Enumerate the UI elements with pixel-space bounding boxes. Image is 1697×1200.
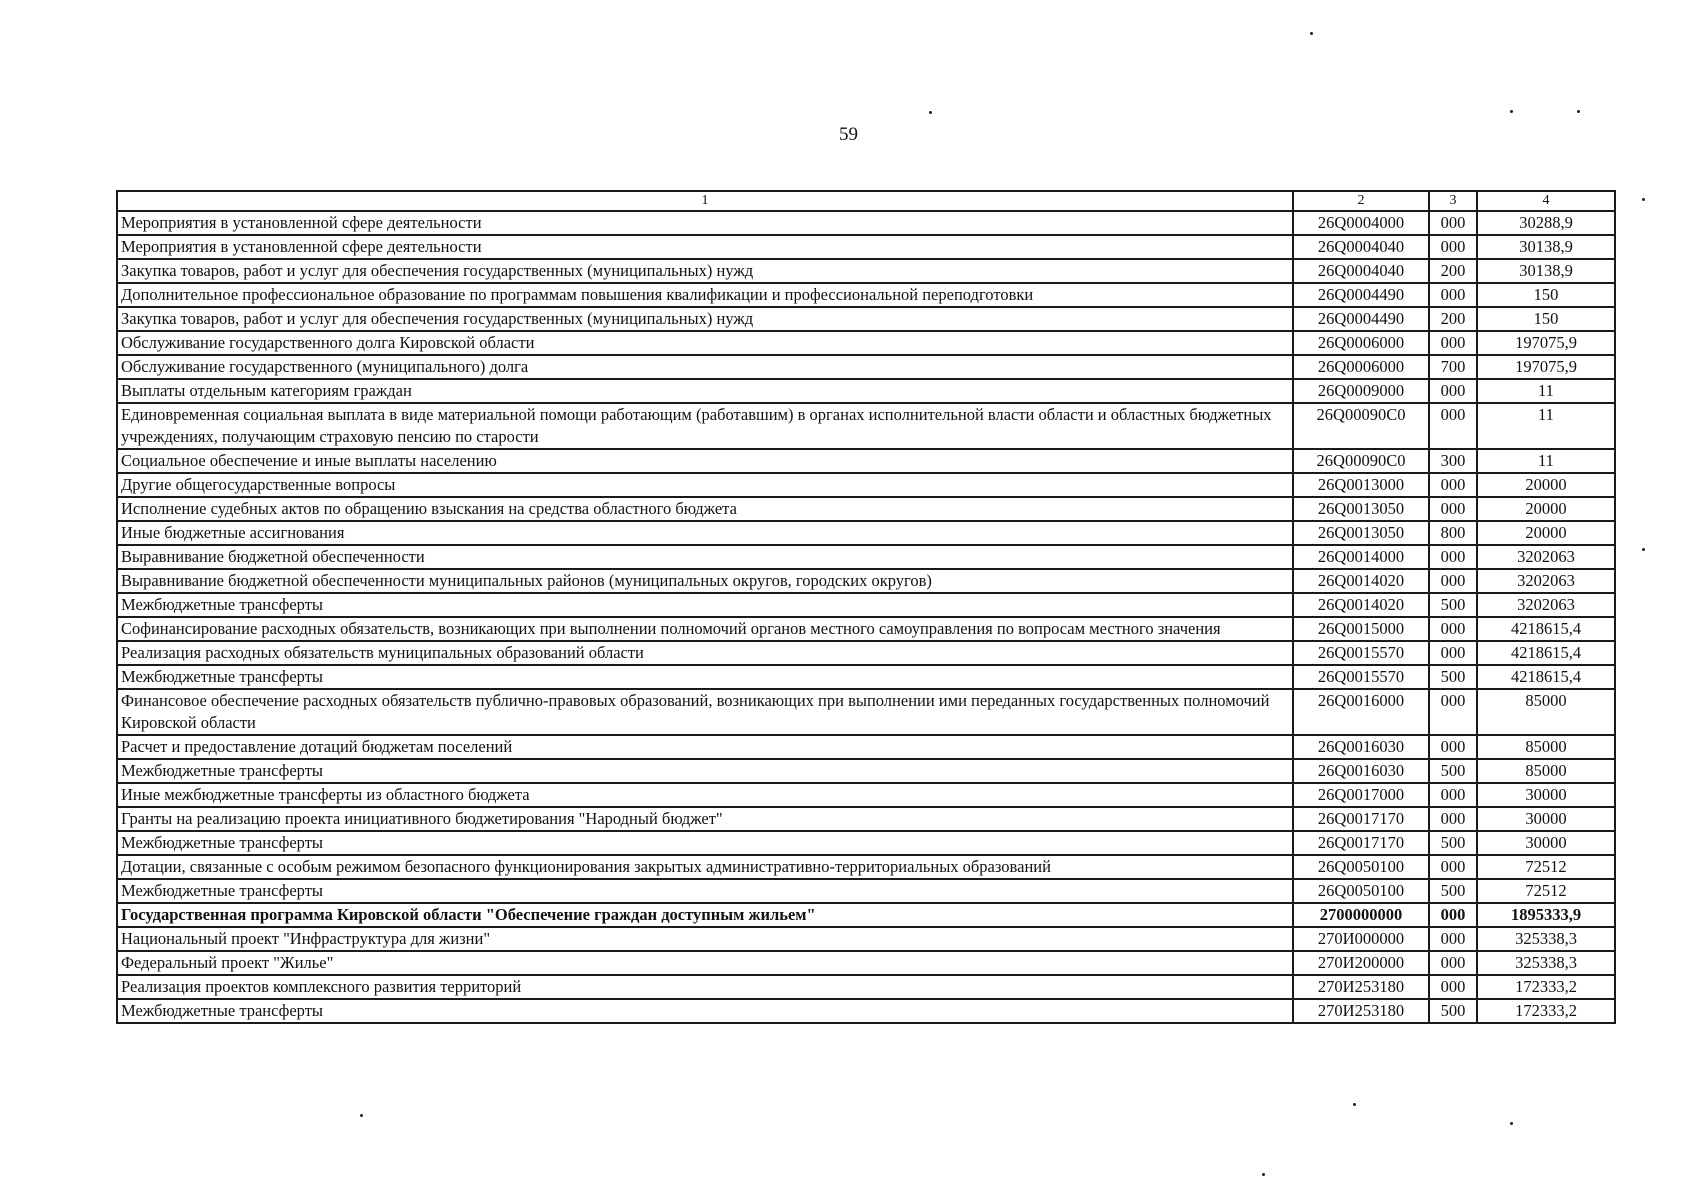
row-sum-cell: 30000 <box>1477 783 1615 807</box>
row-code-cell: 26Q0017000 <box>1293 783 1429 807</box>
row-type-cell: 000 <box>1429 689 1477 735</box>
row-code-cell: 26Q0009000 <box>1293 379 1429 403</box>
row-sum-cell: 3202063 <box>1477 593 1615 617</box>
row-code-cell: 26Q0017170 <box>1293 807 1429 831</box>
table-row <box>117 403 1615 449</box>
row-sum-cell: 150 <box>1477 283 1615 307</box>
row-code-cell: 26Q0006000 <box>1293 331 1429 355</box>
table-row <box>117 879 1615 903</box>
table-row <box>117 617 1615 641</box>
table-header-row <box>117 191 1615 211</box>
scan-speck <box>1262 1173 1265 1176</box>
row-name-cell: Иные межбюджетные трансферты из областного бюджета <box>117 783 1293 807</box>
row-type-cell: 000 <box>1429 331 1477 355</box>
column-header-code: 2 <box>1293 191 1429 211</box>
row-sum-cell: 4218615,4 <box>1477 641 1615 665</box>
row-name-cell: Другие общегосударственные вопросы <box>117 473 1293 497</box>
row-sum-cell: 85000 <box>1477 735 1615 759</box>
row-code-cell: 26Q0014020 <box>1293 593 1429 617</box>
scan-speck <box>1510 110 1513 113</box>
row-name-cell: Межбюджетные трансферты <box>117 759 1293 783</box>
row-name-cell: Выплаты отдельным категориям граждан <box>117 379 1293 403</box>
row-name-cell: Выравнивание бюджетной обеспеченности <box>117 545 1293 569</box>
row-sum-cell: 30138,9 <box>1477 235 1615 259</box>
row-type-cell: 500 <box>1429 999 1477 1023</box>
table-row <box>117 951 1615 975</box>
row-type-cell: 000 <box>1429 545 1477 569</box>
row-type-cell: 000 <box>1429 855 1477 879</box>
row-name-cell: Межбюджетные трансферты <box>117 665 1293 689</box>
row-sum-cell: 72512 <box>1477 879 1615 903</box>
row-code-cell: 270И200000 <box>1293 951 1429 975</box>
row-sum-cell: 197075,9 <box>1477 355 1615 379</box>
row-code-cell: 26Q0015000 <box>1293 617 1429 641</box>
row-type-cell: 000 <box>1429 927 1477 951</box>
page-number: 59 <box>839 124 858 145</box>
table-row <box>117 783 1615 807</box>
row-type-cell: 000 <box>1429 641 1477 665</box>
table-row <box>117 999 1615 1023</box>
table-row <box>117 355 1615 379</box>
row-sum-cell: 4218615,4 <box>1477 617 1615 641</box>
row-sum-cell: 11 <box>1477 403 1615 449</box>
row-type-cell: 700 <box>1429 355 1477 379</box>
row-name-cell: Исполнение судебных актов по обращению взыскания на средства областного бюджета <box>117 497 1293 521</box>
row-name-cell: Мероприятия в установленной сфере деятельности <box>117 211 1293 235</box>
table-row <box>117 545 1615 569</box>
row-sum-cell: 30288,9 <box>1477 211 1615 235</box>
row-type-cell: 500 <box>1429 879 1477 903</box>
row-type-cell: 000 <box>1429 735 1477 759</box>
column-header-sum: 4 <box>1477 191 1615 211</box>
row-code-cell: 26Q0050100 <box>1293 855 1429 879</box>
table-row <box>117 689 1615 735</box>
table-row <box>117 831 1615 855</box>
row-code-cell: 26Q0015570 <box>1293 665 1429 689</box>
row-code-cell: 26Q0004040 <box>1293 235 1429 259</box>
row-type-cell: 000 <box>1429 617 1477 641</box>
table-row <box>117 211 1615 235</box>
row-sum-cell: 85000 <box>1477 759 1615 783</box>
row-code-cell: 26Q0013050 <box>1293 497 1429 521</box>
scan-speck <box>1642 548 1645 551</box>
row-code-cell: 26Q00090C0 <box>1293 449 1429 473</box>
row-code-cell: 26Q0004490 <box>1293 283 1429 307</box>
row-name-cell: Государственная программа Кировской области "Обеспечение граждан доступным жильем" <box>117 903 1293 927</box>
row-sum-cell: 325338,3 <box>1477 951 1615 975</box>
column-header-type: 3 <box>1429 191 1477 211</box>
row-type-cell: 000 <box>1429 403 1477 449</box>
row-sum-cell: 3202063 <box>1477 569 1615 593</box>
table-row <box>117 307 1615 331</box>
row-code-cell: 26Q0017170 <box>1293 831 1429 855</box>
row-code-cell: 270И253180 <box>1293 999 1429 1023</box>
row-code-cell: 26Q0016030 <box>1293 759 1429 783</box>
row-type-cell: 000 <box>1429 903 1477 927</box>
scan-speck <box>1510 1122 1513 1125</box>
row-sum-cell: 30138,9 <box>1477 259 1615 283</box>
column-header-name: 1 <box>117 191 1293 211</box>
row-type-cell: 500 <box>1429 831 1477 855</box>
row-type-cell: 300 <box>1429 449 1477 473</box>
row-code-cell: 26Q0013050 <box>1293 521 1429 545</box>
row-code-cell: 26Q0004490 <box>1293 307 1429 331</box>
row-code-cell: 26Q0050100 <box>1293 879 1429 903</box>
row-code-cell: 26Q0014000 <box>1293 545 1429 569</box>
table-row <box>117 975 1615 999</box>
row-code-cell: 26Q00090C0 <box>1293 403 1429 449</box>
row-name-cell: Национальный проект "Инфраструктура для жизни" <box>117 927 1293 951</box>
row-code-cell: 26Q0016030 <box>1293 735 1429 759</box>
scan-speck <box>1642 198 1645 201</box>
row-sum-cell: 172333,2 <box>1477 975 1615 999</box>
table-row <box>117 379 1615 403</box>
row-name-cell: Иные бюджетные ассигнования <box>117 521 1293 545</box>
table-row <box>117 593 1615 617</box>
table-row <box>117 927 1615 951</box>
row-type-cell: 500 <box>1429 759 1477 783</box>
row-type-cell: 000 <box>1429 283 1477 307</box>
row-type-cell: 000 <box>1429 497 1477 521</box>
row-type-cell: 000 <box>1429 379 1477 403</box>
row-sum-cell: 1895333,9 <box>1477 903 1615 927</box>
table-row <box>117 665 1615 689</box>
row-code-cell: 2700000000 <box>1293 903 1429 927</box>
row-type-cell: 000 <box>1429 807 1477 831</box>
row-name-cell: Мероприятия в установленной сфере деятельности <box>117 235 1293 259</box>
row-name-cell: Реализация расходных обязательств муниципальных образований области <box>117 641 1293 665</box>
table-row <box>117 331 1615 355</box>
table-row <box>117 283 1615 307</box>
row-code-cell: 26Q0004040 <box>1293 259 1429 283</box>
table-row <box>117 759 1615 783</box>
row-sum-cell: 172333,2 <box>1477 999 1615 1023</box>
row-name-cell: Дополнительное профессиональное образование по программам повышения квалификации и профессиональной переподготовки <box>117 283 1293 307</box>
row-sum-cell: 325338,3 <box>1477 927 1615 951</box>
row-name-cell: Межбюджетные трансферты <box>117 593 1293 617</box>
row-code-cell: 26Q0006000 <box>1293 355 1429 379</box>
row-code-cell: 26Q0016000 <box>1293 689 1429 735</box>
scan-speck <box>360 1114 363 1117</box>
row-type-cell: 500 <box>1429 665 1477 689</box>
row-type-cell: 500 <box>1429 593 1477 617</box>
row-name-cell: Межбюджетные трансферты <box>117 879 1293 903</box>
row-name-cell: Софинансирование расходных обязательств, возникающих при выполнении полномочий органов местного самоуправления по вопросам местного значения <box>117 617 1293 641</box>
row-type-cell: 000 <box>1429 951 1477 975</box>
row-sum-cell: 72512 <box>1477 855 1615 879</box>
table-row <box>117 449 1615 473</box>
scan-speck <box>929 111 932 114</box>
row-name-cell: Межбюджетные трансферты <box>117 999 1293 1023</box>
row-type-cell: 000 <box>1429 211 1477 235</box>
table-row <box>117 259 1615 283</box>
row-name-cell: Социальное обеспечение и иные выплаты населению <box>117 449 1293 473</box>
row-code-cell: 270И000000 <box>1293 927 1429 951</box>
budget-table <box>116 190 1616 1024</box>
row-sum-cell: 85000 <box>1477 689 1615 735</box>
table-row <box>117 521 1615 545</box>
row-code-cell: 26Q0015570 <box>1293 641 1429 665</box>
row-name-cell: Дотации, связанные с особым режимом безопасного функционирования закрытых административно-территориальных образований <box>117 855 1293 879</box>
row-sum-cell: 11 <box>1477 379 1615 403</box>
row-sum-cell: 197075,9 <box>1477 331 1615 355</box>
row-name-cell: Закупка товаров, работ и услуг для обеспечения государственных (муниципальных) нужд <box>117 307 1293 331</box>
scan-speck <box>1577 110 1580 113</box>
row-sum-cell: 150 <box>1477 307 1615 331</box>
table-row <box>117 235 1615 259</box>
row-sum-cell: 20000 <box>1477 473 1615 497</box>
row-name-cell: Обслуживание государственного (муниципального) долга <box>117 355 1293 379</box>
row-type-cell: 800 <box>1429 521 1477 545</box>
table-row <box>117 735 1615 759</box>
table-row <box>117 807 1615 831</box>
table-row <box>117 855 1615 879</box>
row-name-cell: Закупка товаров, работ и услуг для обеспечения государственных (муниципальных) нужд <box>117 259 1293 283</box>
row-name-cell: Обслуживание государственного долга Кировской области <box>117 331 1293 355</box>
row-type-cell: 000 <box>1429 975 1477 999</box>
table-row <box>117 473 1615 497</box>
row-sum-cell: 4218615,4 <box>1477 665 1615 689</box>
scan-speck <box>1310 32 1313 35</box>
row-name-cell: Выравнивание бюджетной обеспеченности муниципальных районов (муниципальных округов, городских округов) <box>117 569 1293 593</box>
table-row <box>117 569 1615 593</box>
row-sum-cell: 30000 <box>1477 807 1615 831</box>
row-type-cell: 000 <box>1429 473 1477 497</box>
row-type-cell: 200 <box>1429 259 1477 283</box>
row-code-cell: 26Q0013000 <box>1293 473 1429 497</box>
table-row <box>117 497 1615 521</box>
table-row <box>117 903 1615 927</box>
row-sum-cell: 3202063 <box>1477 545 1615 569</box>
row-type-cell: 000 <box>1429 569 1477 593</box>
table-row <box>117 641 1615 665</box>
row-name-cell: Расчет и предоставление дотаций бюджетам поселений <box>117 735 1293 759</box>
row-sum-cell: 11 <box>1477 449 1615 473</box>
row-name-cell: Межбюджетные трансферты <box>117 831 1293 855</box>
row-name-cell: Реализация проектов комплексного развития территорий <box>117 975 1293 999</box>
row-type-cell: 000 <box>1429 235 1477 259</box>
row-sum-cell: 20000 <box>1477 497 1615 521</box>
row-sum-cell: 20000 <box>1477 521 1615 545</box>
row-type-cell: 200 <box>1429 307 1477 331</box>
row-code-cell: 26Q0004000 <box>1293 211 1429 235</box>
row-name-cell: Финансовое обеспечение расходных обязательств публично-правовых образований, возникающих при выполнении ими переданных государственных полномочий Кировской области <box>117 689 1293 735</box>
row-code-cell: 26Q0014020 <box>1293 569 1429 593</box>
row-name-cell: Единовременная социальная выплата в виде материальной помощи работающим (работавшим) в органах исполнительной власти области и областных бюджетных учреждениях, получающим страховую пенсию по старости <box>117 403 1293 449</box>
row-name-cell: Гранты на реализацию проекта инициативного бюджетирования "Народный бюджет" <box>117 807 1293 831</box>
row-code-cell: 270И253180 <box>1293 975 1429 999</box>
scan-speck <box>1353 1103 1356 1106</box>
row-name-cell: Федеральный проект "Жилье" <box>117 951 1293 975</box>
row-type-cell: 000 <box>1429 783 1477 807</box>
row-sum-cell: 30000 <box>1477 831 1615 855</box>
table-body <box>117 191 1615 1023</box>
